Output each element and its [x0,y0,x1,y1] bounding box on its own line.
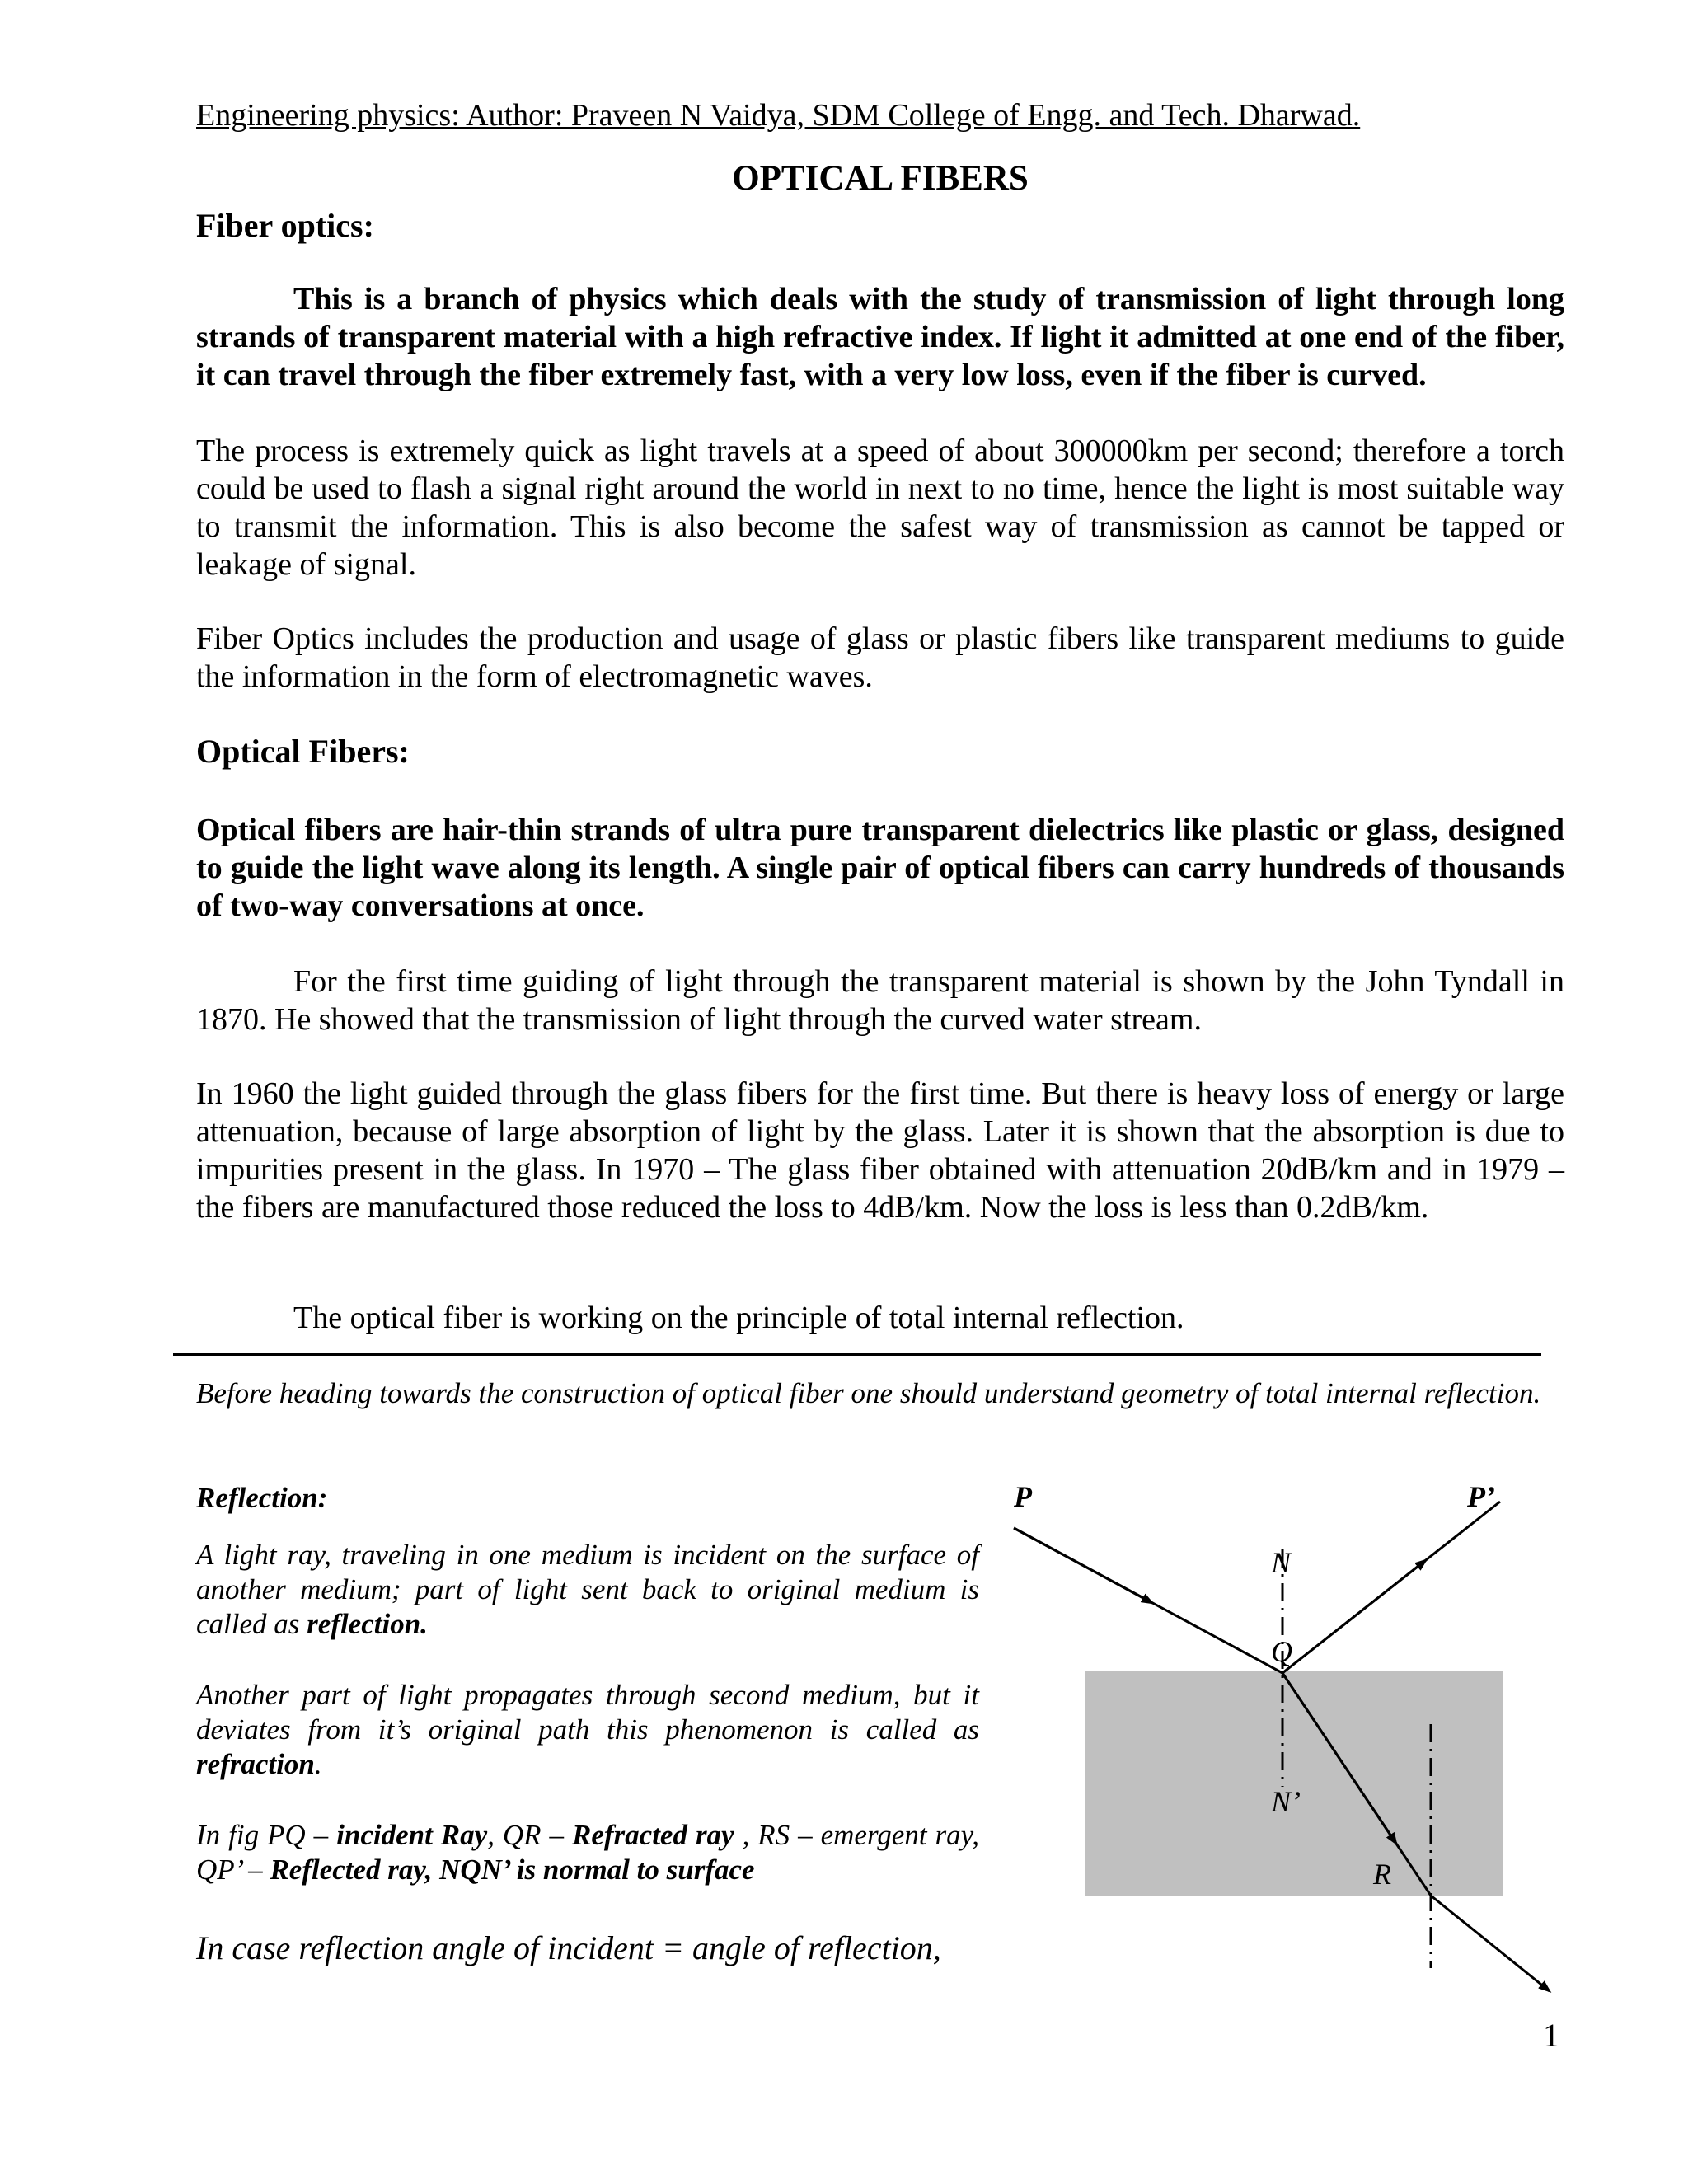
optical-fibers-definition: Optical fibers are hair-thin strands of ultra pure transparent dielectrics like plastic or glass, designed to guide the light wave along its length. A single pair of optical fibers can carry hundreds of thousands of two-way conversations at once. [196,813,1564,923]
reflection-para-2-text: Another part of light propagates through second medium, but it deviates from it’s original path this phenomenon is called as [196,1679,979,1746]
label-N: N [1271,1546,1292,1579]
heading-optical-fibers: Optical Fibers: [196,733,410,770]
reflection-para-2-end: . [314,1748,322,1780]
label-N-prime: N’ [1271,1785,1301,1818]
refraction-term: refraction [196,1748,315,1780]
page-title: OPTICAL FIBERS [732,159,1029,198]
header-author-line: Engineering physics: Author: Praveen N Vaidya, SDM College of Engg. and Tech. Dharwad. [196,98,1361,133]
reflected-ray-arrow [1282,1560,1426,1673]
reflection-term: reflection. [307,1608,428,1640]
heading-reflection: Reflection: [196,1482,328,1514]
reflection-para-1 [196,1538,979,1642]
fiber-optics-definition: This is a branch of physics which deals with the study of transmission of light through long strands of transparent material with a high refractive index. If light it admitted at one end of the fiber, it can travel through the fiber extremely fast, with a very low loss, even if the fiber is curved. [196,282,1564,392]
p3-reflected-ray: Reflected ray, NQN’ is normal to surface [270,1854,755,1886]
p3-e: , RS – emergent ray, QP’ – [196,1819,979,1886]
p3-c: , QR – [487,1819,573,1851]
reflection-para-1-text: A light ray, traveling in one medium is incident on the surface of another medium; part of light sent back to original medium is called as [196,1539,979,1640]
p3-incident-ray: incident Ray [336,1819,488,1851]
label-R: R [1373,1858,1391,1891]
heading-fiber-optics: Fiber optics: [196,207,374,244]
reflection-intro: Before heading towards the construction of optical fiber one should understand geometry of total internal reflection. [196,1377,1541,1409]
p3-refracted-ray: Refracted ray [572,1819,734,1851]
emergent-ray-RS [1431,1896,1550,1991]
label-Q: Q [1271,1635,1292,1668]
p3-a: In fig PQ – [196,1819,337,1851]
reflection-para-2 [196,1678,979,1782]
reflection-para-3 [196,1818,979,1887]
optical-fibers-para-2: For the first time guiding of light through the transparent material is shown by the John Tyndall in 1870. He showed that the transmission of light through the curved water stream. [196,964,1564,1037]
incident-ray-arrow [1014,1528,1152,1603]
optical-fibers-para-3: In 1960 the light guided through the glass fibers for the first time. But there is heavy loss of energy or large attenuation, because of large absorption of light by the glass. Later it is shown that the absorption is due to impurities present in the glass. In 1970 – The glass fiber obtained with attenuation 20dB/km and in 1979 – the fibers are manufactured those reduced the loss to 4dB/km. Now the loss is less than 0.2dB/km. [196,1076,1564,1225]
reflection-law-line: In case reflection angle of incident = angle of reflection, [196,1929,941,1966]
section-divider [173,1353,1541,1356]
second-medium-block [1085,1671,1503,1896]
label-P-prime: P’ [1467,1480,1495,1513]
optical-fibers-para-4: The optical fiber is working on the principle of total internal reflection. [293,1301,1184,1335]
label-P: P [1014,1480,1032,1513]
page-number: 1 [1543,2017,1559,2054]
fiber-optics-para-2: The process is extremely quick as light travels at a speed of about 300000km per second; therefore a torch could be used to flash a signal right around the world in next to no time, hence the light is most suitable way to transmit the information. This is also become the safest way of transmission as cannot be tapped or leakage of signal. [196,434,1564,582]
reflection-refraction-figure [989,1467,1582,2027]
fiber-optics-para-3: Fiber Optics includes the production and usage of glass or plastic fibers like transparent mediums to guide the information in the form of electromagnetic waves. [196,621,1564,694]
